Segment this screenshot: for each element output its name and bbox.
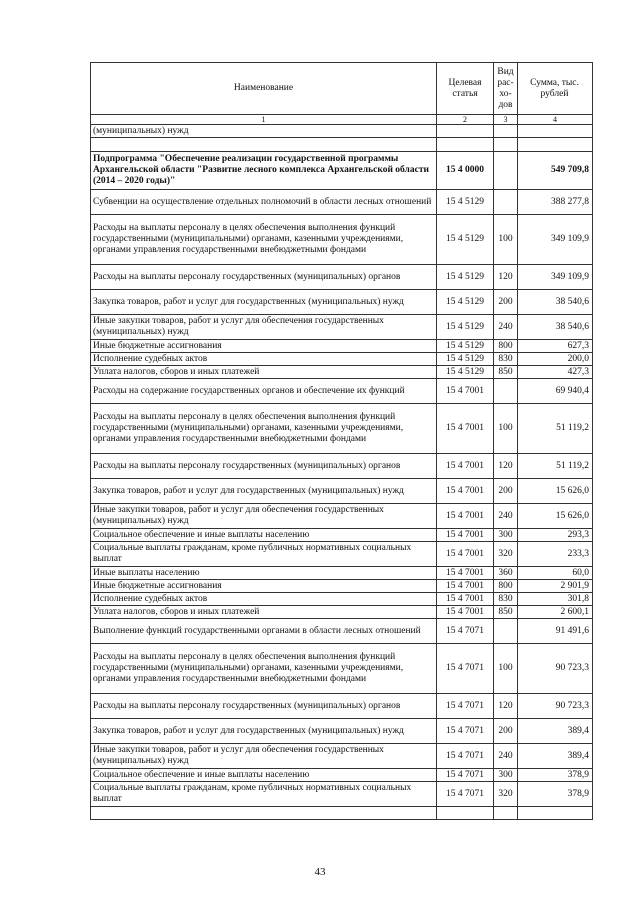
row-sum: 378,9 <box>518 769 593 782</box>
row-target-item: 15 4 7001 <box>437 593 494 606</box>
row-target-item: 15 4 5129 <box>437 366 494 379</box>
row-target-item: 15 4 5129 <box>437 315 494 340</box>
row-sum: 200,0 <box>518 353 593 366</box>
row-expense-type: 830 <box>494 593 518 606</box>
row-expense-type: 300 <box>494 529 518 542</box>
table-row <box>91 807 593 820</box>
row-expense-type: 850 <box>494 606 518 619</box>
row-expense-type: 120 <box>494 454 518 479</box>
table-row <box>91 606 593 619</box>
row-target-item: 15 4 0000 <box>437 152 494 190</box>
row-target-item: 15 4 5129 <box>437 190 494 215</box>
row-expense-type: 850 <box>494 366 518 379</box>
row-sum: 91 491,6 <box>518 619 593 644</box>
table-row <box>91 542 593 567</box>
row-name: Выполнение функций государственными органами в области лесных отношений <box>91 619 437 644</box>
row-target-item: 15 4 7001 <box>437 580 494 593</box>
table-row <box>91 782 593 807</box>
row-target-item: 15 4 5129 <box>437 353 494 366</box>
row-name: Иные закупки товаров, работ и услуг для обеспечения государственных (муниципальных) нужд <box>91 744 437 769</box>
row-sum: 378,9 <box>518 782 593 807</box>
row-sum: 90 723,3 <box>518 694 593 719</box>
row-target-item <box>437 138 494 152</box>
row-name: Иные бюджетные ассигнования <box>91 340 437 353</box>
table-row <box>91 593 593 606</box>
row-sum: 51 119,2 <box>518 454 593 479</box>
table-row <box>91 190 593 215</box>
row-sum: 90 723,3 <box>518 644 593 694</box>
row-name <box>91 138 437 152</box>
row-name: Расходы на выплаты персоналу государственных (муниципальных) органов <box>91 265 437 290</box>
row-sum: 389,4 <box>518 719 593 744</box>
row-expense-type: 240 <box>494 504 518 529</box>
table-row <box>91 353 593 366</box>
row-name: Расходы на выплаты персоналу в целях обеспечения выполнения функций государственными (муниципальными) органами, казенными учреждениями, органами управления государственными внебюджетными фондами <box>91 215 437 265</box>
row-name: Социальные выплаты гражданам, кроме публичных нормативных социальных выплат <box>91 782 437 807</box>
row-sum: 293,3 <box>518 529 593 542</box>
row-expense-type: 100 <box>494 404 518 454</box>
table-row <box>91 366 593 379</box>
row-target-item: 15 4 7071 <box>437 769 494 782</box>
row-name: Иные выплаты населению <box>91 567 437 580</box>
row-expense-type: 800 <box>494 580 518 593</box>
row-expense-type <box>494 619 518 644</box>
row-expense-type: 240 <box>494 744 518 769</box>
budget-table-body <box>91 63 593 820</box>
row-expense-type <box>494 807 518 820</box>
row-sum: 69 940,4 <box>518 379 593 404</box>
table-row <box>91 504 593 529</box>
row-target-item: 15 4 5129 <box>437 340 494 353</box>
table-row <box>91 644 593 694</box>
table-row <box>91 138 593 152</box>
row-expense-type: 200 <box>494 290 518 315</box>
row-expense-type: 300 <box>494 769 518 782</box>
row-sum <box>518 807 593 820</box>
column-number-row <box>91 115 593 125</box>
row-target-item: 15 4 5129 <box>437 265 494 290</box>
row-expense-type <box>494 190 518 215</box>
row-sum: 389,4 <box>518 744 593 769</box>
table-header-row <box>91 63 593 115</box>
row-target-item: 15 4 7071 <box>437 782 494 807</box>
row-sum: 301,8 <box>518 593 593 606</box>
row-expense-type: 240 <box>494 315 518 340</box>
table-row <box>91 744 593 769</box>
row-sum: 349 109,9 <box>518 265 593 290</box>
row-target-item: 15 4 7071 <box>437 694 494 719</box>
table-row <box>91 290 593 315</box>
row-target-item: 15 4 7001 <box>437 379 494 404</box>
table-row <box>91 769 593 782</box>
row-sum: 2 901,9 <box>518 580 593 593</box>
row-target-item: 15 4 7071 <box>437 619 494 644</box>
row-sum: 2 600,1 <box>518 606 593 619</box>
row-expense-type: 200 <box>494 479 518 504</box>
row-name: Подпрограмма "Обеспечение реализации государственной программы Архангельской области "Развитие лесного комплекса Архангельской области (2014 – 2020 годы)" <box>91 152 437 190</box>
table-row <box>91 404 593 454</box>
row-name: Исполнение судебных актов <box>91 593 437 606</box>
row-name: Социальное обеспечение и иные выплаты населению <box>91 529 437 542</box>
row-target-item: 15 4 7001 <box>437 404 494 454</box>
row-target-item: 15 4 5129 <box>437 290 494 315</box>
row-name: Субвенции на осуществление отдельных полномочий в области лесных отношений <box>91 190 437 215</box>
row-target-item <box>437 125 494 138</box>
row-name: Расходы на выплаты персоналу в целях обеспечения выполнения функций государственными (муниципальными) органами, казенными учреждениями, органами управления государственными внебюджетными фондами <box>91 404 437 454</box>
row-name <box>91 807 437 820</box>
row-name: Расходы на выплаты персоналу государственных (муниципальных) органов <box>91 454 437 479</box>
row-sum: 38 540,6 <box>518 315 593 340</box>
page-number: 43 <box>314 866 326 878</box>
row-name: Расходы на выплаты персоналу государственных (муниципальных) органов <box>91 694 437 719</box>
row-target-item: 15 4 7001 <box>437 567 494 580</box>
row-name: Социальное обеспечение и иные выплаты населению <box>91 769 437 782</box>
row-sum: 349 109,9 <box>518 215 593 265</box>
row-expense-type <box>494 138 518 152</box>
row-name: Исполнение судебных актов <box>91 353 437 366</box>
table-row <box>91 694 593 719</box>
table-row <box>91 265 593 290</box>
row-target-item: 15 4 7071 <box>437 719 494 744</box>
row-sum: 627,3 <box>518 340 593 353</box>
column-number: 1 <box>91 115 437 125</box>
row-name: Закупка товаров, работ и услуг для государственных (муниципальных) нужд <box>91 719 437 744</box>
row-sum: 427,3 <box>518 366 593 379</box>
table-row <box>91 125 593 138</box>
row-expense-type <box>494 379 518 404</box>
table-row <box>91 529 593 542</box>
row-sum: 51 119,2 <box>518 404 593 454</box>
row-expense-type: 320 <box>494 542 518 567</box>
table-row <box>91 619 593 644</box>
row-name: Уплата налогов, сборов и иных платежей <box>91 606 437 619</box>
row-name: Расходы на содержание государственных органов и обеспечение их функций <box>91 379 437 404</box>
row-target-item: 15 4 7001 <box>437 529 494 542</box>
row-name: Иные закупки товаров, работ и услуг для обеспечения государственных (муниципальных) нужд <box>91 504 437 529</box>
table-row <box>91 340 593 353</box>
row-expense-type: 120 <box>494 694 518 719</box>
column-number: 2 <box>437 115 494 125</box>
table-row <box>91 567 593 580</box>
column-number: 4 <box>518 115 593 125</box>
row-target-item: 15 4 7001 <box>437 454 494 479</box>
row-sum: 388 277,8 <box>518 190 593 215</box>
row-target-item: 15 4 7071 <box>437 644 494 694</box>
table-row <box>91 479 593 504</box>
row-expense-type: 830 <box>494 353 518 366</box>
row-name: Иные бюджетные ассигнования <box>91 580 437 593</box>
row-name: Закупка товаров, работ и услуг для государственных (муниципальных) нужд <box>91 479 437 504</box>
row-target-item: 15 4 7001 <box>437 504 494 529</box>
row-expense-type: 200 <box>494 719 518 744</box>
row-target-item <box>437 807 494 820</box>
row-target-item: 15 4 7071 <box>437 744 494 769</box>
header-sum: Сумма, тыс. рублей <box>518 63 593 115</box>
table-row <box>91 719 593 744</box>
budget-table <box>90 62 593 820</box>
row-sum <box>518 125 593 138</box>
row-name: (муниципальных) нужд <box>91 125 437 138</box>
row-sum: 60,0 <box>518 567 593 580</box>
table-row <box>91 315 593 340</box>
table-row <box>91 215 593 265</box>
table-row <box>91 454 593 479</box>
row-expense-type <box>494 152 518 190</box>
table-row <box>91 152 593 190</box>
row-target-item: 15 4 7001 <box>437 479 494 504</box>
row-expense-type: 320 <box>494 782 518 807</box>
row-target-item: 15 4 5129 <box>437 215 494 265</box>
table-row <box>91 580 593 593</box>
row-target-item: 15 4 7001 <box>437 606 494 619</box>
column-number: 3 <box>494 115 518 125</box>
row-expense-type <box>494 125 518 138</box>
row-sum <box>518 138 593 152</box>
row-expense-type: 800 <box>494 340 518 353</box>
row-sum: 38 540,6 <box>518 290 593 315</box>
header-target-item: Целевая статья <box>437 63 494 115</box>
row-name: Закупка товаров, работ и услуг для государственных (муниципальных) нужд <box>91 290 437 315</box>
row-sum: 15 626,0 <box>518 504 593 529</box>
row-target-item: 15 4 7001 <box>437 542 494 567</box>
header-expense-type: Вид рас- хо- дов <box>494 63 518 115</box>
row-name: Расходы на выплаты персоналу в целях обеспечения выполнения функций государственными (муниципальными) органами, казенными учреждениями, органами управления государственными внебюджетными фондами <box>91 644 437 694</box>
row-expense-type: 120 <box>494 265 518 290</box>
table-row <box>91 379 593 404</box>
row-name: Уплата налогов, сборов и иных платежей <box>91 366 437 379</box>
row-expense-type: 360 <box>494 567 518 580</box>
row-expense-type: 100 <box>494 644 518 694</box>
row-expense-type: 100 <box>494 215 518 265</box>
row-name: Иные закупки товаров, работ и услуг для обеспечения государственных (муниципальных) нужд <box>91 315 437 340</box>
row-name: Социальные выплаты гражданам, кроме публичных нормативных социальных выплат <box>91 542 437 567</box>
header-name: Наименование <box>91 63 437 115</box>
row-sum: 15 626,0 <box>518 479 593 504</box>
row-sum: 233,3 <box>518 542 593 567</box>
row-sum: 549 709,8 <box>518 152 593 190</box>
